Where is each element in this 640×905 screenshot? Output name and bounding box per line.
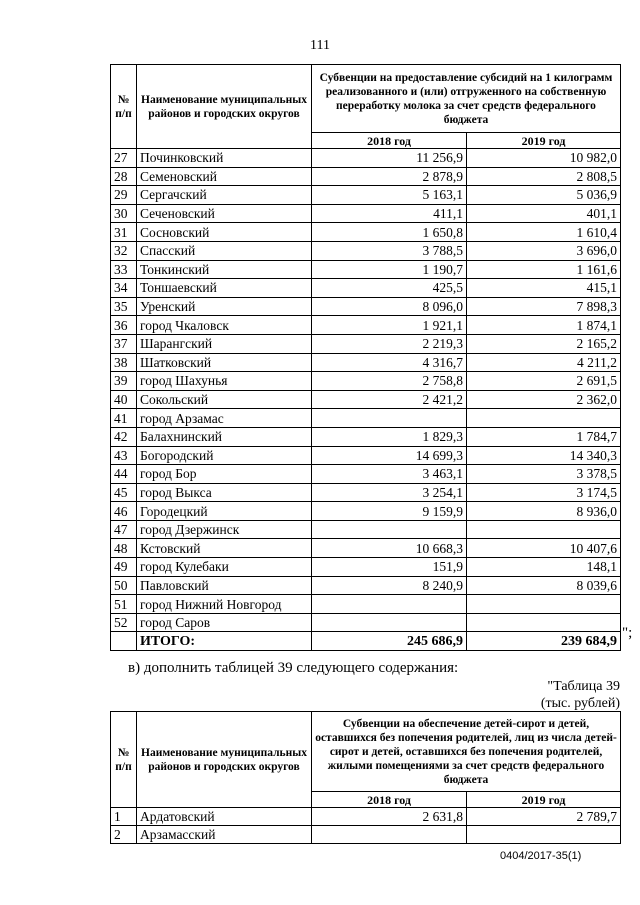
value-2019 — [467, 595, 621, 614]
row-number: 32 — [111, 241, 137, 260]
table-row — [111, 502, 621, 521]
table-row — [111, 223, 621, 242]
municipality-name: Тоншаевский — [137, 279, 312, 298]
table-units: (тыс. рублей) — [540, 696, 620, 711]
municipality-name: Уренский — [137, 297, 312, 316]
value-2019: 1 161,6 — [467, 260, 621, 279]
municipality-name: Семеновский — [137, 167, 312, 186]
table-row — [111, 186, 621, 205]
value-2019: 14 340,3 — [467, 446, 621, 465]
value-2019: 8 039,6 — [467, 576, 621, 595]
table-row — [111, 149, 621, 168]
value-2019: 1 610,4 — [467, 223, 621, 242]
table-row — [111, 520, 621, 539]
column-header-2018: 2018 год — [312, 792, 467, 808]
closing-quote-mark: "; — [622, 625, 633, 641]
row-number: 38 — [111, 353, 137, 372]
table-row — [111, 595, 621, 614]
value-2018: 1 650,8 — [312, 223, 467, 242]
value-2019: 10 982,0 — [467, 149, 621, 168]
row-number: 39 — [111, 372, 137, 391]
row-number: 27 — [111, 149, 137, 168]
table-row — [111, 372, 621, 391]
table-row — [111, 353, 621, 372]
municipality-name: Сокольский — [137, 390, 312, 409]
table-row — [111, 465, 621, 484]
row-number: 43 — [111, 446, 137, 465]
value-2018: 3 788,5 — [312, 241, 467, 260]
table-row — [111, 316, 621, 335]
municipality-name: город Кулебаки — [137, 558, 312, 577]
column-header-subsidy: Субвенции на предоставление субсидий на 1 килограмм реализованного и (или) отгруженного на собственную переработку молока за счет средств федерального бюджета — [312, 65, 621, 133]
value-2018: 8 240,9 — [312, 576, 467, 595]
value-2018 — [312, 613, 467, 632]
municipality-name: Богородский — [137, 446, 312, 465]
municipality-name: Сеченовский — [137, 204, 312, 223]
row-number: 2 — [111, 826, 137, 844]
total-2019: 239 684,9 — [467, 632, 621, 651]
table-row — [111, 334, 621, 353]
value-2018: 11 256,9 — [312, 149, 467, 168]
value-2018: 1 829,3 — [312, 427, 467, 446]
row-number: 1 — [111, 808, 137, 826]
value-2018: 5 163,1 — [312, 186, 467, 205]
value-2019: 8 936,0 — [467, 502, 621, 521]
table-row — [111, 390, 621, 409]
total-2018: 245 686,9 — [312, 632, 467, 651]
table-row — [111, 558, 621, 577]
row-number: 44 — [111, 465, 137, 484]
value-2019: 1 874,1 — [467, 316, 621, 335]
subsidy-table-orphans — [110, 711, 621, 844]
table-row — [111, 539, 621, 558]
municipality-name: город Арзамас — [137, 409, 312, 428]
column-header-subsidy: Субвенции на обеспечение детей-сирот и детей, оставшихся без попечения родителей, лиц из числа детей-сирот и детей, оставшихся без попечения родителей, жилыми помещениями за счет средств федерального бюджета — [312, 712, 621, 792]
value-2018: 2 758,8 — [312, 372, 467, 391]
row-number: 30 — [111, 204, 137, 223]
value-2018: 2 878,9 — [312, 167, 467, 186]
value-2019: 2 691,5 — [467, 372, 621, 391]
value-2019: 4 211,2 — [467, 353, 621, 372]
value-2018: 411,1 — [312, 204, 467, 223]
municipality-name: Арзамасский — [137, 826, 312, 844]
municipality-name: Сергачский — [137, 186, 312, 205]
municipality-name: Спасский — [137, 241, 312, 260]
table-row — [111, 427, 621, 446]
municipality-name: город Саров — [137, 613, 312, 632]
value-2019: 3 378,5 — [467, 465, 621, 484]
row-number: 51 — [111, 595, 137, 614]
total-label: ИТОГО: — [137, 632, 312, 651]
value-2019: 2 165,2 — [467, 334, 621, 353]
municipality-name: Балахнинский — [137, 427, 312, 446]
value-2018 — [312, 409, 467, 428]
municipality-name: город Чкаловск — [137, 316, 312, 335]
table-row — [111, 167, 621, 186]
municipality-name: Шатковский — [137, 353, 312, 372]
table-row — [111, 204, 621, 223]
total-row — [111, 632, 621, 651]
column-header-number: № п/п — [111, 712, 137, 808]
municipality-name: Шарангский — [137, 334, 312, 353]
row-number: 47 — [111, 520, 137, 539]
table-row — [111, 260, 621, 279]
row-number: 41 — [111, 409, 137, 428]
value-2019: 5 036,9 — [467, 186, 621, 205]
value-2019: 1 784,7 — [467, 427, 621, 446]
row-number: 33 — [111, 260, 137, 279]
value-2018: 425,5 — [312, 279, 467, 298]
row-number: 29 — [111, 186, 137, 205]
value-2019: 2 789,7 — [467, 808, 621, 826]
row-number: 45 — [111, 483, 137, 502]
value-2019: 3 696,0 — [467, 241, 621, 260]
municipality-name: Тонкинский — [137, 260, 312, 279]
value-2019: 10 407,6 — [467, 539, 621, 558]
column-header-2019: 2019 год — [467, 133, 621, 149]
value-2019 — [467, 826, 621, 844]
municipality-name: Ардатовский — [137, 808, 312, 826]
row-number: 37 — [111, 334, 137, 353]
row-number: 36 — [111, 316, 137, 335]
value-2018: 151,9 — [312, 558, 467, 577]
value-2018: 1 921,1 — [312, 316, 467, 335]
row-number: 42 — [111, 427, 137, 446]
value-2019: 2 808,5 — [467, 167, 621, 186]
table-title: "Таблица 39 — [547, 679, 620, 694]
value-2018 — [312, 520, 467, 539]
value-2018: 4 316,7 — [312, 353, 467, 372]
value-2019: 7 898,3 — [467, 297, 621, 316]
value-2018 — [312, 826, 467, 844]
value-2018: 1 190,7 — [312, 260, 467, 279]
value-2018 — [312, 595, 467, 614]
value-2018: 2 421,2 — [312, 390, 467, 409]
municipality-name: Починковский — [137, 149, 312, 168]
column-header-number: № п/п — [111, 65, 137, 149]
value-2019: 3 174,5 — [467, 483, 621, 502]
municipality-name: город Выкса — [137, 483, 312, 502]
value-2018: 2 631,8 — [312, 808, 467, 826]
value-2019 — [467, 613, 621, 632]
table-row — [111, 241, 621, 260]
value-2018: 8 096,0 — [312, 297, 467, 316]
value-2018: 10 668,3 — [312, 539, 467, 558]
table-row — [111, 279, 621, 298]
row-number: 49 — [111, 558, 137, 577]
value-2019: 415,1 — [467, 279, 621, 298]
column-header-name: Наименование муниципальных районов и городских округов — [137, 712, 312, 808]
value-2019: 148,1 — [467, 558, 621, 577]
row-number: 48 — [111, 539, 137, 558]
value-2019: 2 362,0 — [467, 390, 621, 409]
value-2018: 3 254,1 — [312, 483, 467, 502]
value-2018: 3 463,1 — [312, 465, 467, 484]
subsidy-table-milk — [110, 64, 621, 651]
municipality-name: Сосновский — [137, 223, 312, 242]
value-2019 — [467, 520, 621, 539]
document-code: 0404/2017-35(1) — [500, 850, 582, 862]
table-row — [111, 613, 621, 632]
value-2018: 2 219,3 — [312, 334, 467, 353]
municipality-name: Кстовский — [137, 539, 312, 558]
page-number: 111 — [310, 38, 330, 53]
row-number: 34 — [111, 279, 137, 298]
municipality-name: Павловский — [137, 576, 312, 595]
table-row — [111, 576, 621, 595]
amendment-paragraph: в) дополнить таблицей 39 следующего содержания: — [128, 660, 459, 676]
table-row — [111, 808, 621, 826]
municipality-name: город Бор — [137, 465, 312, 484]
column-header-name: Наименование муниципальных районов и городских округов — [137, 65, 312, 149]
municipality-name: город Дзержинск — [137, 520, 312, 539]
table-row — [111, 446, 621, 465]
municipality-name: город Шахунья — [137, 372, 312, 391]
municipality-name: город Нижний Новгород — [137, 595, 312, 614]
table-row — [111, 409, 621, 428]
value-2018: 9 159,9 — [312, 502, 467, 521]
table-caption — [440, 678, 620, 712]
value-2019: 401,1 — [467, 204, 621, 223]
row-number: 40 — [111, 390, 137, 409]
row-number: 28 — [111, 167, 137, 186]
value-2018: 14 699,3 — [312, 446, 467, 465]
row-number: 46 — [111, 502, 137, 521]
row-number: 35 — [111, 297, 137, 316]
value-2019 — [467, 409, 621, 428]
row-number: 31 — [111, 223, 137, 242]
table-row — [111, 297, 621, 316]
column-header-2019: 2019 год — [467, 792, 621, 808]
table-row — [111, 826, 621, 844]
row-number — [111, 632, 137, 651]
municipality-name: Городецкий — [137, 502, 312, 521]
row-number: 52 — [111, 613, 137, 632]
column-header-2018: 2018 год — [312, 133, 467, 149]
row-number: 50 — [111, 576, 137, 595]
table-row — [111, 483, 621, 502]
